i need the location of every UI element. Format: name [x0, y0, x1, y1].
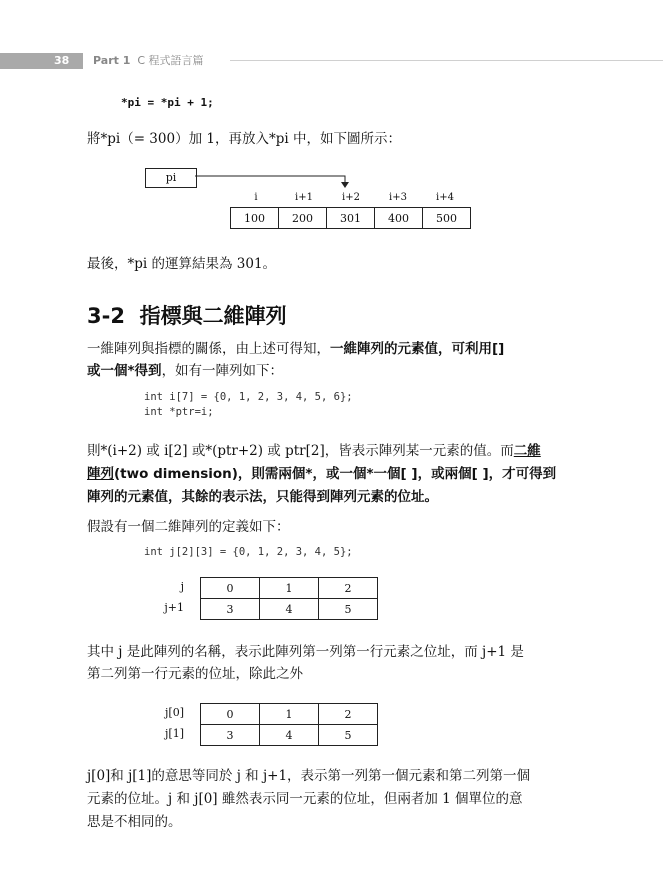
code-2d-decl: int j[2][3] = {0, 1, 2, 3, 4, 5};	[144, 546, 353, 558]
text-run: 則*(i+2) 或 i[2] 或*(ptr+2) 或 ptr[2]，皆表示陣列某一元素的值。而	[87, 443, 514, 459]
array-cell: 400	[375, 208, 423, 229]
section-title: 指標與二維陣列	[139, 304, 287, 328]
index-label: i+4	[436, 192, 454, 203]
array-cell: 3	[201, 599, 260, 620]
row-label: j[1]	[165, 727, 184, 740]
array-cell: 2	[319, 578, 378, 599]
array-cell: 4	[260, 725, 319, 746]
text-run: ，如有一陣列如下：	[161, 363, 284, 379]
section-number: 3-2	[87, 304, 125, 328]
row-label: j	[180, 580, 184, 593]
text-run-bold: 一維陣列的元素值，可利用[]	[330, 341, 505, 357]
page-number: 38	[54, 54, 70, 67]
index-label: i+2	[342, 192, 360, 203]
text-run-bold: 或一個*得到	[87, 363, 162, 379]
array-i-table	[230, 207, 471, 229]
para-2d-array	[87, 440, 587, 509]
header-rule	[230, 60, 663, 61]
text-line: j[0]和 j[1]的意思等同於 j 和 j+1，表示第一列第一個元素和第二列第一個	[87, 768, 531, 784]
header-part	[93, 53, 204, 69]
code-array-decl: int i[7] = {0, 1, 2, 3, 4, 5, 6};	[144, 391, 353, 403]
array-j-table	[200, 577, 378, 620]
section-heading	[87, 300, 287, 330]
table-row	[201, 704, 378, 725]
header-bar	[0, 53, 83, 69]
array-cell: 4	[260, 599, 319, 620]
array-cell: 5	[319, 725, 378, 746]
array-cell: 3	[201, 725, 260, 746]
para-assume: 假設有一個二維陣列的定義如下：	[87, 519, 290, 535]
index-label: i+3	[389, 192, 407, 203]
text-run-bold: 陣列	[87, 466, 114, 482]
text-line: 其中 j 是此陣列的名稱，表示此陣列第一列第一行元素之位址，而 j+1 是	[87, 644, 524, 660]
code-pointer-decl: int *ptr=i;	[144, 406, 214, 418]
index-label: i+1	[295, 192, 313, 203]
part-label: Part 1	[93, 54, 131, 67]
index-label: i	[254, 192, 258, 203]
array-cell: 301	[327, 208, 375, 229]
array-cell: 2	[319, 704, 378, 725]
book-title: C 程式語言篇	[137, 54, 204, 67]
table-row	[201, 599, 378, 620]
pi-box: pi	[145, 168, 197, 188]
row-label: j+1	[164, 601, 184, 614]
array-cell: 100	[231, 208, 279, 229]
text-run: 一維陣列與指標的關係，由上述可得知，	[87, 341, 330, 357]
array-cell: 0	[201, 578, 260, 599]
text-line: 第二列第一行元素的位址，除此之外	[87, 666, 303, 682]
table-row	[201, 578, 378, 599]
para-result: 最後，*pi 的運算結果為 301。	[87, 256, 277, 272]
para-j-meaning	[87, 641, 587, 685]
array-cell: 1	[260, 704, 319, 725]
text-run-bold: 二維	[513, 443, 541, 459]
code-increment: *pi = *pi + 1;	[121, 96, 214, 109]
text-run-bold: 陣列的元素值，其餘的表示法，只能得到陣列元素的位址。	[87, 489, 438, 505]
array-j-sub-table	[200, 703, 378, 746]
text-run-bold: (two dimension)，則需兩個*，或一個*一個[ ]，或兩個[ ]，才可得到	[114, 466, 557, 482]
para-j0-meaning	[87, 765, 587, 834]
text-line: 思是不相同的。	[87, 814, 182, 830]
text-line: 元素的位址。j 和 j[0] 雖然表示同一元素的位址，但兩者加 1 個單位的意	[87, 791, 523, 807]
row-label: j[0]	[165, 706, 184, 719]
para-1d-array	[87, 338, 587, 382]
array-cell: 500	[423, 208, 471, 229]
array-cell: 200	[279, 208, 327, 229]
array-cell: 1	[260, 578, 319, 599]
para-increment: 將*pi（= 300）加 1，再放入*pi 中，如下圖所示：	[87, 131, 401, 147]
pointer-arrow	[195, 170, 355, 190]
array-cell: 0	[201, 704, 260, 725]
table-row	[201, 725, 378, 746]
array-cell: 5	[319, 599, 378, 620]
